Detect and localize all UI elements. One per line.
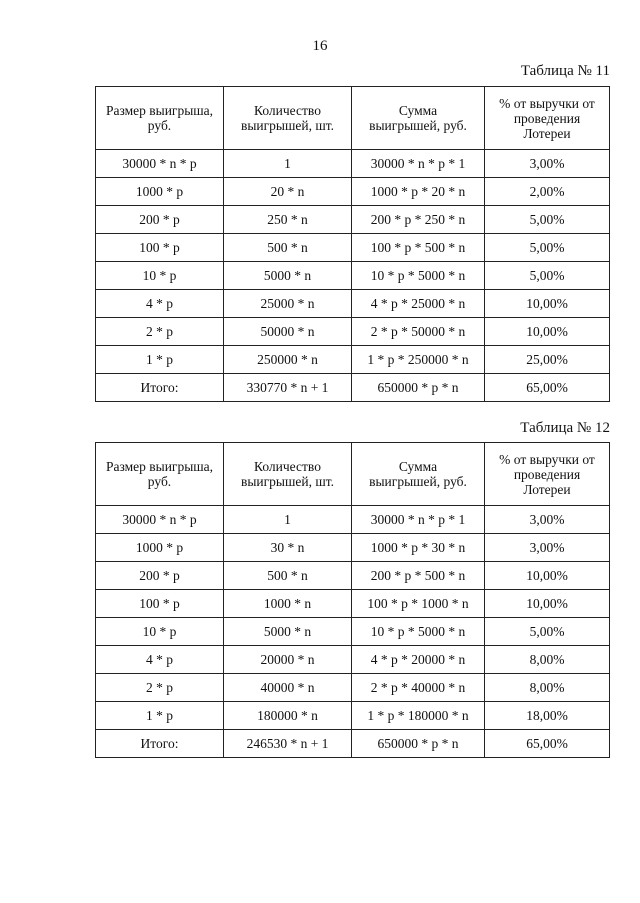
table-cell: 1 * p: [96, 346, 224, 374]
table-cell: 5000 * n: [224, 262, 352, 290]
table-cell: 100 * p * 500 * n: [352, 234, 485, 262]
table-row: [96, 702, 610, 730]
column-header-line: Сумма: [398, 103, 438, 118]
table-cell: 4 * p: [96, 290, 224, 318]
table-row: [96, 346, 610, 374]
table-cell: 5,00%: [485, 262, 610, 290]
column-header-line: Размер выигрыша,: [105, 103, 214, 118]
column-header-line: % от выручки от: [499, 451, 595, 467]
column-header-line: руб.: [147, 118, 172, 133]
table-cell: 40000 * n: [224, 674, 352, 702]
column-header-line: выигрышей, шт.: [240, 118, 335, 133]
table-cell: 246530 * n + 1: [224, 730, 352, 758]
table-total-row: [96, 730, 610, 758]
column-header-line: выигрышей, шт.: [240, 474, 335, 489]
table-cell: 2,00%: [485, 178, 610, 206]
table-cell: 1000 * p: [96, 534, 224, 562]
table-cell: 330770 * n + 1: [224, 374, 352, 402]
table-cell: 10,00%: [485, 318, 610, 346]
table-row: [96, 506, 610, 534]
table-cell: 30000 * n * p: [96, 506, 224, 534]
table-header-row: [96, 87, 610, 150]
table-cell: 200 * p * 500 * n: [352, 562, 485, 590]
table-header-row: [96, 443, 610, 506]
table-cell: 5,00%: [485, 234, 610, 262]
table-cell: 20 * n: [224, 178, 352, 206]
table-cell: 2 * p: [96, 674, 224, 702]
table-cell: 3,00%: [485, 534, 610, 562]
table-cell: 1 * p * 250000 * n: [352, 346, 485, 374]
table-cell: 8,00%: [485, 674, 610, 702]
table-cell: 65,00%: [485, 730, 610, 758]
prize-table: [95, 442, 610, 758]
table-row: [96, 590, 610, 618]
table-cell: 4 * p: [96, 646, 224, 674]
table-row: [96, 262, 610, 290]
column-header-line: проведения: [513, 110, 581, 126]
column-header-line: Лотереи: [523, 125, 571, 141]
table-cell: 20000 * n: [224, 646, 352, 674]
table-cell: 10,00%: [485, 562, 610, 590]
table-cell: 2 * p * 40000 * n: [352, 674, 485, 702]
table-cell: 1: [224, 150, 352, 178]
table-cell: 2 * p * 50000 * n: [352, 318, 485, 346]
table-cell: 25,00%: [485, 346, 610, 374]
table-cell: 30 * n: [224, 534, 352, 562]
table-cell: 30000 * n * p: [96, 150, 224, 178]
table-row: [96, 318, 610, 346]
table-cell: 4 * p * 25000 * n: [352, 290, 485, 318]
column-header-line: руб.: [147, 474, 172, 489]
table-cell: 10,00%: [485, 290, 610, 318]
column-header: [96, 87, 224, 150]
table-row: [96, 534, 610, 562]
table-cell: 5,00%: [485, 618, 610, 646]
table-cell: 8,00%: [485, 646, 610, 674]
column-header: [485, 87, 610, 150]
table-cell: 10 * p: [96, 618, 224, 646]
table-cell: 10 * p: [96, 262, 224, 290]
table-cell: 250 * n: [224, 206, 352, 234]
table-row: [96, 562, 610, 590]
column-header-line: Количество: [254, 459, 321, 474]
table-cell: 100 * p * 1000 * n: [352, 590, 485, 618]
table-row: [96, 646, 610, 674]
table-cell: 10 * p * 5000 * n: [352, 262, 485, 290]
table-cell: 3,00%: [485, 506, 610, 534]
table-caption: Таблица № 11: [520, 63, 610, 79]
table-cell: 1000 * n: [224, 590, 352, 618]
prize-table: [95, 86, 610, 402]
table-cell: Итого:: [96, 730, 224, 758]
column-header: [224, 443, 352, 506]
table-cell: 200 * p: [96, 562, 224, 590]
table-cell: 650000 * p * n: [352, 374, 485, 402]
table-cell: 2 * p: [96, 318, 224, 346]
table-cell: 100 * p: [96, 590, 224, 618]
table-cell: 650000 * p * n: [352, 730, 485, 758]
table-cell: 1: [224, 506, 352, 534]
table-cell: 4 * p * 20000 * n: [352, 646, 485, 674]
column-header-line: проведения: [513, 466, 581, 482]
table-cell: 1 * p * 180000 * n: [352, 702, 485, 730]
column-header: [485, 443, 610, 506]
table-row: [96, 206, 610, 234]
table-row: [96, 674, 610, 702]
table-cell: 250000 * n: [224, 346, 352, 374]
table-cell: 10,00%: [485, 590, 610, 618]
table-cell: 200 * p * 250 * n: [352, 206, 485, 234]
table-cell: 1000 * p: [96, 178, 224, 206]
table-cell: 30000 * n * p * 1: [352, 150, 485, 178]
column-header-line: Количество: [254, 103, 321, 118]
column-header-line: Лотереи: [523, 481, 571, 497]
table-cell: 18,00%: [485, 702, 610, 730]
table-row: [96, 618, 610, 646]
table-cell: 30000 * n * p * 1: [352, 506, 485, 534]
table-cell: Итого:: [96, 374, 224, 402]
column-header: [352, 443, 485, 506]
table-cell: 5000 * n: [224, 618, 352, 646]
column-header-line: Размер выигрыша,: [105, 459, 214, 474]
table-row: [96, 234, 610, 262]
column-header-line: выигрышей, руб.: [369, 474, 467, 489]
column-header: [96, 443, 224, 506]
table-cell: 500 * n: [224, 562, 352, 590]
table-cell: 10 * p * 5000 * n: [352, 618, 485, 646]
table-cell: 5,00%: [485, 206, 610, 234]
page-number: 16: [312, 38, 328, 54]
table-cell: 1 * p: [96, 702, 224, 730]
table-cell: 1000 * p * 20 * n: [352, 178, 485, 206]
table-total-row: [96, 374, 610, 402]
column-header: [224, 87, 352, 150]
table-row: [96, 290, 610, 318]
table-cell: 1000 * p * 30 * n: [352, 534, 485, 562]
table-cell: 50000 * n: [224, 318, 352, 346]
table-cell: 65,00%: [485, 374, 610, 402]
table-cell: 100 * p: [96, 234, 224, 262]
table-cell: 180000 * n: [224, 702, 352, 730]
column-header-line: выигрышей, руб.: [369, 118, 467, 133]
table-row: [96, 150, 610, 178]
table-cell: 500 * n: [224, 234, 352, 262]
table-cell: 200 * p: [96, 206, 224, 234]
column-header-line: Сумма: [398, 459, 438, 474]
table-caption: Таблица № 12: [520, 420, 610, 436]
table-cell: 3,00%: [485, 150, 610, 178]
column-header-line: % от выручки от: [499, 95, 595, 111]
table-cell: 25000 * n: [224, 290, 352, 318]
column-header: [352, 87, 485, 150]
table-row: [96, 178, 610, 206]
